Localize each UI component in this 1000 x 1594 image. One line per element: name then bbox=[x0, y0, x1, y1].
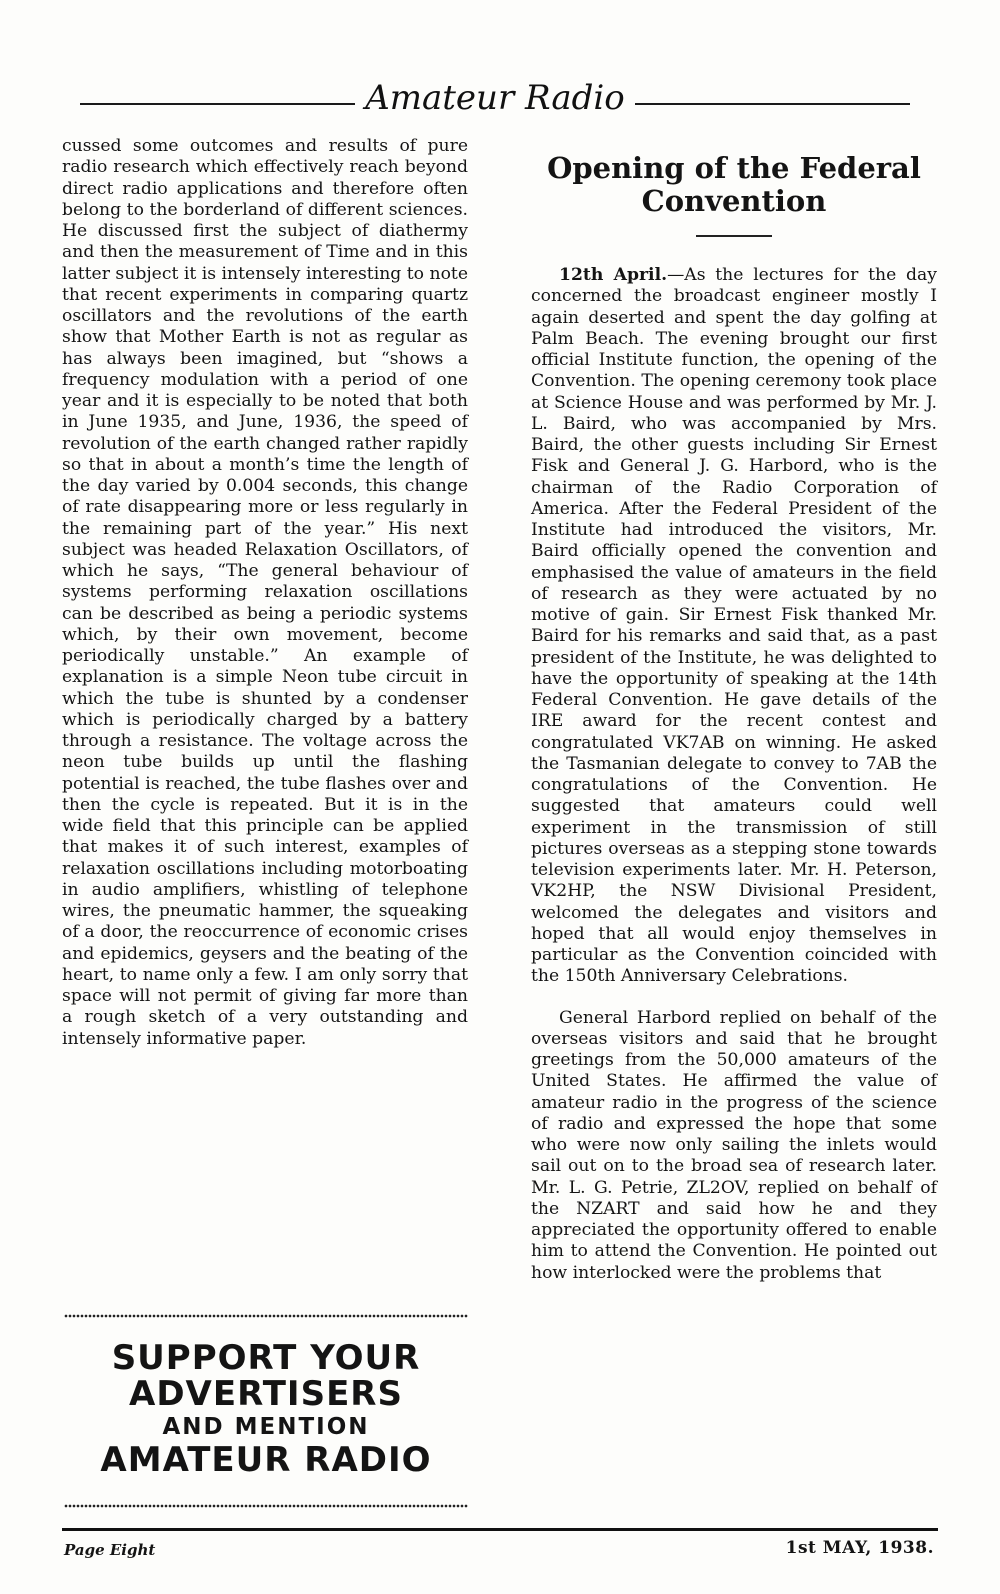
ad-line-1: SUPPORT YOUR bbox=[111, 1338, 421, 1378]
masthead-rule-right bbox=[635, 103, 910, 105]
article-body bbox=[531, 265, 937, 1284]
left-column bbox=[62, 136, 468, 1050]
ad-line-4: AMATEUR RADIO bbox=[100, 1440, 432, 1480]
article-dateline: 12th April. bbox=[559, 265, 668, 285]
article-paragraph-1 bbox=[531, 265, 937, 988]
advertisement-notice bbox=[64, 1340, 468, 1478]
article-paragraph-1-text: —As the lectures for the day concerned the broadcast engineer mostly I again deserted and spent the day golfing at Palm Beach. The evening brought our first official Institute function, the opening of the Convention. The opening ceremony took place at Science House and was performed by Mr. J. L. Baird, who was accompanied by Mrs. Baird, the other guests including Sir Ernest Fisk and General J. G. Harbord, who is the chairman of the Radio Corporation of America. After the Federal President of the Institute had introduced the visitors, Mr. Baird officially opened the convention and emphasised the value of amateurs in the field of research as they were actuated by no motive of gain. Sir Ernest Fisk thanked Mr. Baird for his remarks and said that, as a past president of the Institute, he was delighted to have the opportunity of speaking at the 14th Federal Convention. He gave details of the IRE award for the recent contest and congratulated VK7AB on winning. He asked the Tasmanian delegate to convey to 7AB the congratulations of the Convention. He suggested that amateurs could well experiment in the transmission of still pictures overseas as a stepping stone towards television experiments later. Mr. H. Peterson, VK2HP, the NSW Divisional President, welcomed the delegates and visitors and hoped that all would enjoy themselves in particular as the Convention coincided with the 150th Anniversary Celebrations. bbox=[531, 265, 937, 987]
ad-line-2: ADVERTISERS bbox=[129, 1374, 403, 1414]
article-paragraph-2: General Harbord replied on behalf of the overseas visitors and said that he brought greetings from the 50,000 amateurs of the United States. He affirmed the value of amateur radio in the progress of the science of radio and expressed the hope that some who were now only sailing the inlets would sail out on to the broad sea of research later. Mr. L. G. Petrie, ZL2OV, replied on behalf of the NZART and said how he and they appreciated the opportunity offered to enable him to attend the Convention. He pointed out how interlocked were the problems that bbox=[531, 1007, 937, 1283]
page-number: Page Eight bbox=[64, 1541, 156, 1559]
masthead-title: Amateur Radio bbox=[365, 78, 625, 118]
issue-date: 1st MAY, 1938. bbox=[785, 1538, 934, 1558]
left-column-text: cussed some outcomes and results of pure radio research which effectively reach beyond direct radio applications and therefore often belong to the borderland of different sciences. He discussed first the subject of diathermy and then the measurement of Time and in this latter subject it is intensely interesting to note that recent experiments in comparing quartz oscillators and the revolutions of the earth show that Mother Earth is not as regular as has always been imagined, but “shows a frequency modulation with a period of one year and it is especially to be noted that both in June 1935, and June, 1936, the speed of revolution of the earth changed rather rapidly so that in about a month’s time the length of the day varied by 0.004 seconds, this change of rate disappearing more or less regularly in the remaining part of the year.” His next subject was headed Relaxation Oscillators, of which he says, “The general behaviour of systems performing relaxation oscillations can be described as being a periodic systems which, by their own movement, become periodically unstable.” An example of explanation is a simple Neon tube circuit in which the tube is shunted by a condenser which is periodically charged by a battery through a resistance. The voltage across the neon tube builds up until the flashing potential is reached, the tube flashes over and then the cycle is repeated. But it is in the wide field that this principle can be applied that makes it of such interest, examples of relaxation oscillations including motorboating in audio amplifiers, whistling of telephone wires, the pneumatic hammer, the squeaking of a door, the reoccurrence of economic crises and epidemics, geysers and the beating of the heart, to name only a few. I am only sorry that space will not permit of giving far more than a rough sketch of a very outstanding and intensely informative paper. bbox=[62, 136, 468, 1049]
masthead-rule-left bbox=[80, 103, 355, 105]
dotted-divider-bottom bbox=[64, 1503, 468, 1509]
article-headline: Opening of the Federal Convention bbox=[547, 151, 921, 218]
masthead bbox=[80, 78, 910, 122]
dotted-divider-top bbox=[64, 1313, 468, 1319]
ad-line-3: AND MENTION bbox=[162, 1414, 370, 1440]
footer-rule bbox=[62, 1528, 938, 1531]
headline-rule bbox=[696, 235, 772, 237]
